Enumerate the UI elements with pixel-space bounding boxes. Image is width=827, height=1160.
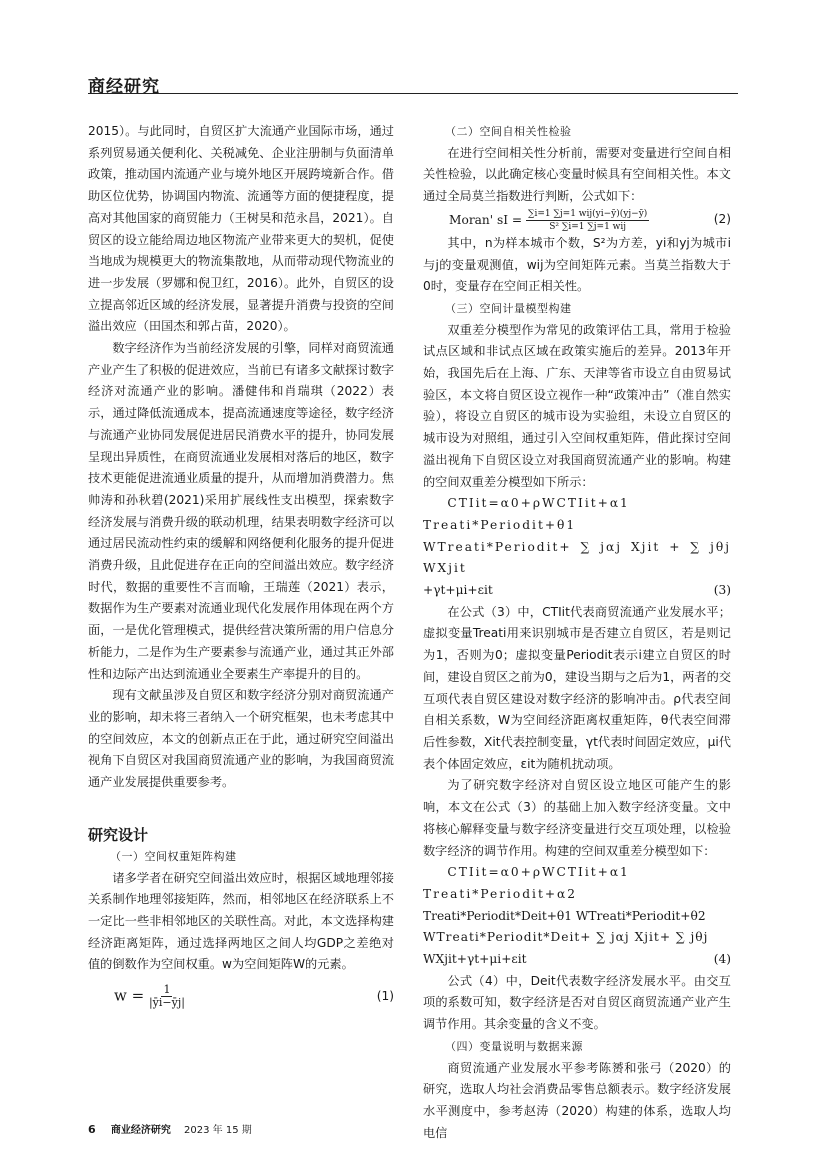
- equation-4-line: Treati*Periodit*Deit+θ1 WTreati*Periodit+θ2: [423, 908, 706, 923]
- issue-label: 2023 年 15 期: [184, 1125, 252, 1136]
- subsection-heading: （三）空间计量模型构建: [445, 301, 572, 315]
- equation-4-line: WTreati*Periodit*Deit+ ∑ jαj Xjit+ ∑ jθj: [423, 930, 709, 945]
- subsection-heading: （二）空间自相关性检验: [445, 125, 572, 138]
- equation-number: (4): [713, 952, 731, 967]
- subsection-heading: （四）变量说明与数据来源: [445, 1039, 583, 1053]
- header-rule: [88, 93, 738, 94]
- equation-4-end: [423, 949, 731, 971]
- paragraph: 2015）。与此同时，自贸区扩大流通产业国际市场，通过系列贸易通关便利化、关税减免、企业注册制与负面清单政策，推动国内流通产业与境外地区开展跨境新合作。借助区位优势，协调国内物流、流通等方面的便捷程度，提高对其他国家的商贸能力（王树昊和范永昌，2021）。自贸区的设立能给周边地区物流产业带来更大的契机，促使当地成为规模更大的物流集散地，从而带动现代物流业的进一步发展（罗娜和倪卫红，2016）。此外，自贸区的设立提高邻近区域的经济发展，显著提升消费与投资的空间溢出效应（田国杰和郭占苗，2020）。: [88, 124, 394, 334]
- journal-name: 商业经济研究: [110, 1125, 171, 1136]
- equation-4-line: CTIit=α0+ρWCTIit+α1 Treati*Periodit+α2: [423, 865, 630, 901]
- paragraph: 现有文献虽涉及自贸区和数字经济分别对商贸流通产业的影响，却未将三者纳入一个研究框架，也未考虑其中的空间效应，本文的创新点正在于此，通过研究空间溢出视角下自贸区对我国商贸流通产业的影响，为我国商贸流通产业发展提供重要参考。: [88, 688, 394, 790]
- equation-4-line: WXjit+γt+μi+εit: [423, 952, 527, 967]
- page-footer: [88, 1121, 252, 1136]
- paragraph: 商贸流通产业发展水平参考陈赟和张弓（2020）的研究，选取人均社会消费品零售总额表示。数字经济发展水平测度中，参考赵涛（2020）构建的体系，选取人均电信: [423, 1060, 731, 1140]
- paragraph: 其中，n为样本城市个数，S²为方差，yi和yj为城市i与j的变量观测值，wij为空间矩阵元素。当莫兰指数大于0时，变量存在空间正相关性。: [423, 235, 731, 294]
- equation-3-line: CTIit=α0+ρWCTIit+α1 Treati*Periodit+θ1: [423, 496, 630, 532]
- equation-number: (2): [713, 212, 731, 227]
- equation-3-line: WTreati*Periodit+ ∑ jαj Xjit + ∑ jθj WXjit: [423, 539, 731, 576]
- paragraph: 诸多学者在研究空间溢出效应时，根据区域地理邻接关系制作地理邻接矩阵，然而，相邻地区在经济联系上不一定比一些非相邻地区的关联性高。对此，本文选择构建经济距离矩阵，通过选择两地区之间人均GDP之差绝对值的倒数作为空间权重。w为空间矩阵W的元素。: [88, 870, 394, 972]
- eq2-numerator: ∑i=1 ∑j=1 wij(yi−ȳ)(yj−ȳ): [528, 208, 648, 219]
- equation-3-end: [423, 580, 731, 602]
- paragraph: 数字经济作为当前经济发展的引擎，同样对商贸流通产业产生了积极的促进效应，当前已有诸多文献探讨数字经济对流通产业的影响。潘健伟和肖瑞琪（2022）表示，通过降低流通成本，提高流通速度等途径，数字经济与流通产业协同发展促进居民消费水平的提升，协同发展呈现出异质性，在商贸流通业发展相对落后的地区，数字技术更能促进流通业质量的提升，从而增加消费潜力。焦帅涛和孙秋碧(2021)采用扩展线性支出模型，探索数字经济发展与消费升级的联动机理，结果表明数字经济可以通过居民流动性约束的缓解和网络便利化服务的提升促进消费升级，且此促进存在正向的空间溢出效应。数字经济时代，数据的重要性不言而喻，王瑞莲（2021）表示，数据作为生产要素对流通业现代化发展作用体现在两个方面，一是优化管理模式，提供经营决策所需的用户信息分析能力，二是作为生产要素参与流通产业，通过其正外部性和边际产出达到流通业全要素生产率提升的目的。: [88, 341, 394, 681]
- paragraph: 为了研究数字经济对自贸区设立地区可能产生的影响，本文在公式（3）的基础上加入数字经济变量。文中将核心解释变量与数字经济变量进行交互项处理，以检验数字经济的调节作用。构建的空间双重差分模型如下：: [423, 778, 731, 858]
- right-column: [423, 121, 731, 1144]
- subsection-heading: （一）空间权重矩阵构建: [110, 849, 237, 863]
- eq1-lhs: w =: [114, 986, 145, 1005]
- journal-header-title: 商经研究: [88, 77, 160, 97]
- paragraph: 在公式（3）中，CTIit代表商贸流通产业发展水平；虚拟变量Treati用来识别城市是否建立自贸区，若是则记为1，否则为0；虚拟变量Periodit表示i建立自贸区的时间，建设自贸区之前为0，建设当期与之后为1，两者的交互项代表自贸区建设对数字经济的影响冲击。ρ代表空间自相关系数，W为空间经济距离权重矩阵，θ代表空间滞后性参数，Xit代表控制变量，γt代表时间固定效应，μi代表个体固定效应，εit为随机扰动项。: [423, 604, 732, 771]
- equation-1: [88, 984, 394, 1009]
- equation-3-line: +γt+μi+εit: [423, 583, 493, 598]
- page-number: 6: [88, 1123, 96, 1136]
- eq1-denominator: |ȳi−ȳj|: [148, 996, 185, 1010]
- section-heading: 研究设计: [88, 825, 149, 844]
- equation-number: (1): [376, 988, 394, 1003]
- paragraph: 双重差分模型作为常见的政策评估工具，常用于检验试点区域和非试点区域在政策实施后的差异。2013年开始，我国先后在上海、广东、天津等省市设立自由贸易试验区，本文将自贸区设立视作一种“政策冲击”（准自然实验），将设立自贸区的城市设为实验组，未设立自贸区的城市设为对照组，通过引入空间权重矩阵，借此探讨空间溢出视角下自贸区设立对我国商贸流通产业的影响。构建的空间双重差分模型如下所示：: [423, 322, 731, 489]
- equation-2: [423, 208, 731, 233]
- eq2-denominator: S² ∑i=1 ∑j=1 wij: [549, 221, 627, 232]
- paragraph: 公式（4）中，Deit代表数字经济发展水平。由交互项的系数可知，数字经济是否对自贸区商贸流通产业产生调节作用。其余变量的含义不变。: [423, 973, 731, 1032]
- equation-number: (3): [713, 583, 731, 598]
- eq2-lhs: Moran' sI =: [449, 212, 523, 227]
- left-column: [88, 121, 394, 1009]
- eq1-numerator: 1: [163, 983, 171, 997]
- paragraph: 在进行空间相关性分析前，需要对变量进行空间自相关性检验，以此确定核心变量时候具有空间相关性。本文通过全局莫兰指数进行判断，公式如下：: [423, 145, 731, 204]
